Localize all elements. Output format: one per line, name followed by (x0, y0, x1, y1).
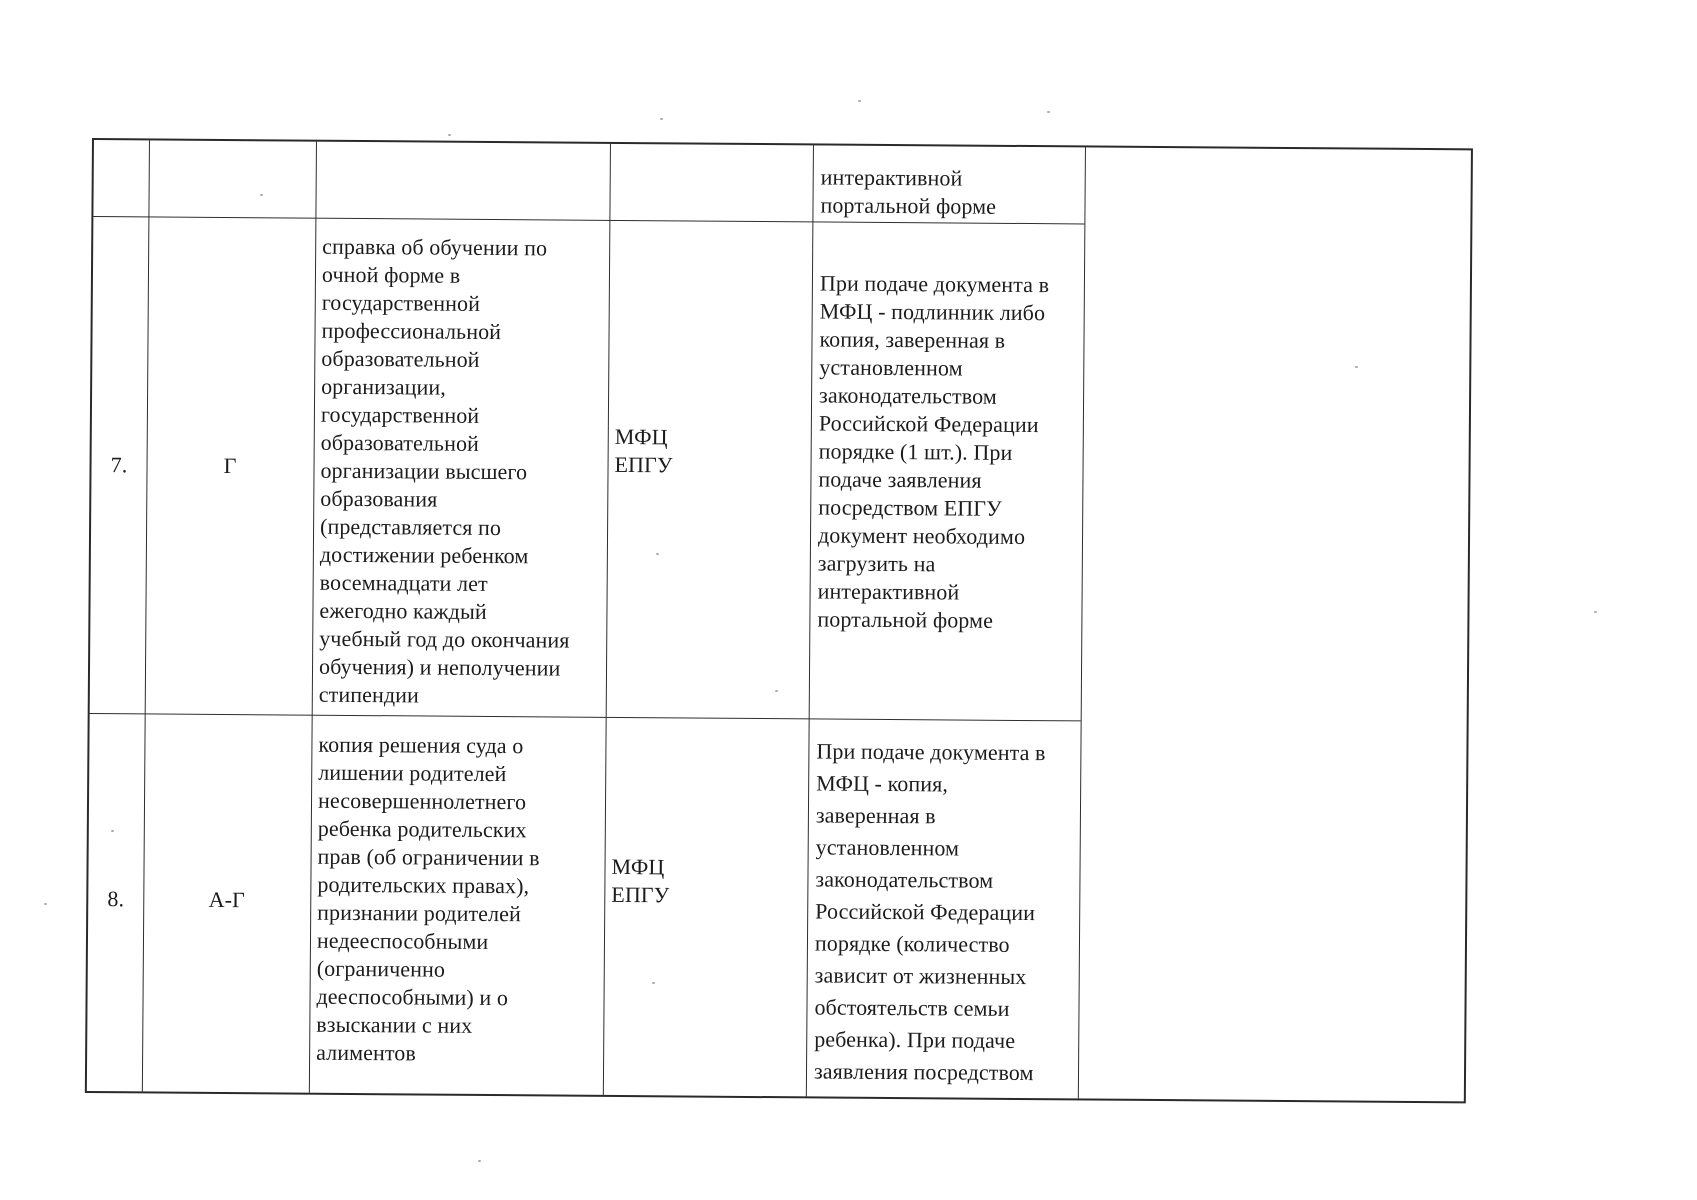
row-divider (90, 713, 1081, 721)
scan-speck (260, 194, 263, 196)
scan-speck (652, 982, 655, 984)
row-7-number: 7. (110, 452, 128, 478)
continued-requirements-cell: интерактивной портальной форме (820, 164, 997, 219)
documents-table (85, 138, 1473, 1103)
row-7-document-cell: справка об обучении по очной форме в государственной профессиональной образовательной организации, государственной образовательной организации высшего образования (представляется по достижении ребенком восемнадцати лет ежегодно каждый учебный год до окончания обучения) и неполучении стипендии (318, 233, 570, 708)
scan-speck (858, 100, 861, 102)
column-divider (142, 140, 150, 1091)
row-8-category: А-Г (208, 886, 245, 913)
scan-speck (478, 1160, 481, 1162)
scan-speck (656, 553, 659, 555)
row-7-category: Г (223, 452, 237, 479)
scan-speck (44, 903, 47, 905)
row-7-channels-cell: МФЦ ЕПГУ (614, 423, 673, 478)
scan-speck (775, 690, 778, 692)
row-8-requirements-cell: При подаче документа в МФЦ - копия, заверенная в установленном законодательством Российской Федерации порядке (количество зависит от жизненных обстоятельств семьи ребенка). При подаче заявления посредством (813, 738, 1046, 1086)
row-8-number: 8. (107, 886, 125, 912)
row-8-document-cell: копия решения суда о лишении родителей несовершеннолетнего ребенка родительских прав (об ограничении в родительских правах), признании родителей недееспособными (ограниченно дееспособными) и о взыскании с них алиментов (316, 731, 540, 1066)
scan-speck (1047, 111, 1050, 113)
row-7-requirements-cell: При подаче документа в МФЦ - подлинник либо копия, заверенная в установленном законодательством Российской Федерации порядке (1 шт.). При подаче заявления посредством ЕПГУ документ необходимо загрузить на интерактивной портальной форме (817, 270, 1050, 633)
scan-speck (660, 118, 663, 120)
row-8-channels-cell: МФЦ ЕПГУ (611, 853, 670, 908)
scan-speck (448, 134, 451, 136)
scan-speck (111, 830, 114, 832)
column-divider (806, 145, 814, 1096)
scan-speck (1594, 611, 1597, 613)
column-divider (309, 142, 317, 1093)
scan-speck (1355, 366, 1358, 368)
